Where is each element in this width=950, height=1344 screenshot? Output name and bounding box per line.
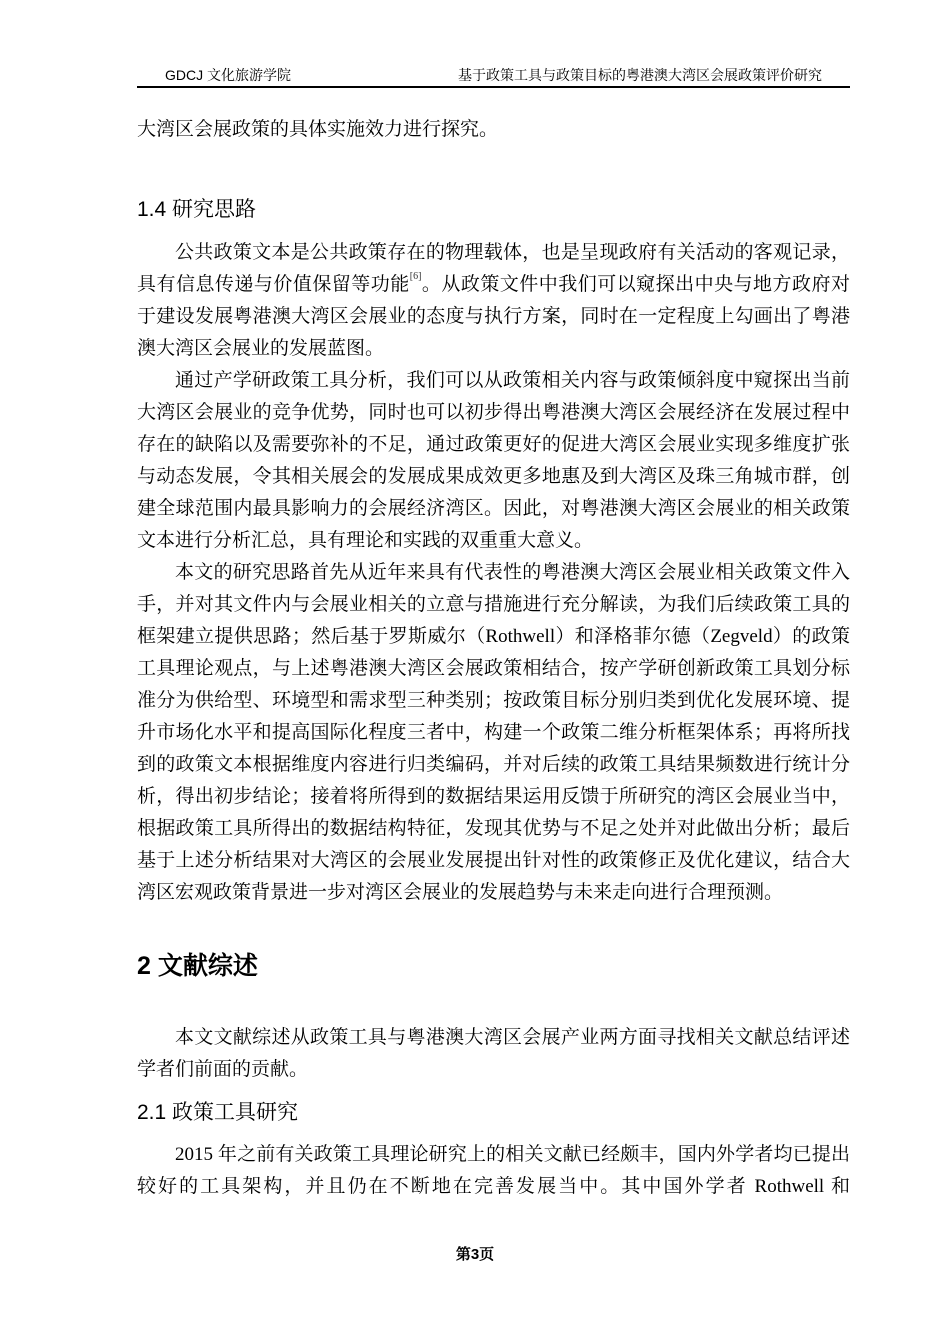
paragraph-line: 工具理论观点，与上述粤港澳大湾区会展政策相结合，按产学研创新政策工具划分标 (137, 658, 850, 679)
paragraph-line: 升市场化水平和提高国际化程度三者中，构建一个政策二维分析框架体系；再将所找 (137, 722, 850, 743)
section-heading-2-1: 2.1 政策工具研究 (137, 1101, 299, 1124)
paragraph-line: 通过产学研政策工具分析，我们可以从政策相关内容与政策倾斜度中窥探出当前 (175, 370, 850, 391)
paragraph-line: 于建设发展粤港澳大湾区会展业的态度与执行方案，同时在一定程度上勾画出了粤港 (137, 306, 850, 327)
header-right-title: 基于政策工具与政策目标的粤港澳大湾区会展政策评价研究 (458, 67, 822, 83)
paragraph-line: 框架建立提供思路；然后基于罗斯威尔（Rothwell）和泽格菲尔德（Zegveld）的政策 (137, 626, 850, 647)
paragraph-line: 澳大湾区会展业的发展蓝图。 (137, 338, 385, 359)
section-1-4-paragraphs (137, 237, 850, 909)
paragraph-line: 湾区宏观政策背景进一步对湾区会展业的发展趋势与未来走向进行合理预测。 (137, 882, 784, 903)
paragraph-line: 根据政策工具所得出的数据结构特征，发现其优势与不足之处并对此做出分析；最后 (137, 818, 850, 839)
carryover-text-line: 大湾区会展政策的具体实施效力进行探究。 (137, 119, 499, 140)
header-left-institution: GDCJ 文化旅游学院 (165, 67, 291, 83)
line-segment: 具有信息传递与价值保留等功能 (137, 274, 410, 295)
paragraph-line (137, 269, 850, 301)
header-rule (137, 86, 850, 88)
paragraph-line: 存在的缺陷以及需要弥补的不足，通过政策更好的促进大湾区会展业实现多维度扩张 (137, 434, 850, 455)
paragraph-line: 公共政策文本是公共政策存在的物理载体，也是呈现政府有关活动的客观记录， (175, 242, 850, 263)
section-2-paragraphs (137, 1022, 850, 1086)
section-heading-2: 2 文献综述 (137, 952, 258, 980)
line-segment: 。从政策文件中我们可以窥探出中央与地方政府对 (421, 274, 850, 295)
paragraph-line: 析，得出初步结论；接着将所得到的数据结果运用反馈于所研究的湾区会展业当中， (137, 786, 850, 807)
paragraph-line: 到的政策文本根据维度内容进行归类编码，并对后续的政策工具结果频数进行统计分 (137, 754, 850, 775)
section-heading-1-4: 1.4 研究思路 (137, 198, 257, 221)
paragraph-line: 本文文献综述从政策工具与粤港澳大湾区会展产业两方面寻找相关文献总结评述 (175, 1027, 850, 1048)
section-2-1-paragraphs (137, 1139, 850, 1203)
paragraph-line: 基于上述分析结果对大湾区的会展业发展提出针对性的政策修正及优化建议，结合大 (137, 850, 850, 871)
paragraph-line: 建全球范围内最具影响力的会展经济湾区。因此，对粤港澳大湾区会展业的相关政策 (137, 498, 850, 519)
paragraph-line: 与动态发展，令其相关展会的发展成果成效更多地惠及到大湾区及珠三角城市群，创 (137, 466, 850, 487)
paragraph-line: 手，并对其文件内与会展业相关的立意与措施进行充分解读，为我们后续政策工具的 (137, 594, 850, 615)
paragraph-line: 文本进行分析汇总，具有理论和实践的双重重大意义。 (137, 530, 594, 551)
body-text (137, 114, 850, 1203)
paragraph-line: 2015 年之前有关政策工具理论研究上的相关文献已经颇丰，国内外学者均已提出 (175, 1144, 850, 1165)
citation-marker[interactable]: [6] (409, 271, 422, 282)
paragraph-line: 准分为供给型、环境型和需求型三种类别；按政策目标分别归类到优化发展环境、提 (137, 690, 850, 711)
paragraph-line: 较好的工具架构，并且仍在不断地在完善发展当中。其中国外学者 Rothwell 和 (137, 1176, 850, 1197)
paragraph-line: 大湾区会展业的竞争优势，同时也可以初步得出粤港澳大湾区会展经济在发展过程中 (137, 402, 850, 423)
paragraph-line: 学者们前面的贡献。 (137, 1059, 309, 1080)
page-number: 第3页 (455, 1246, 495, 1263)
paragraph-line: 本文的研究思路首先从近年来具有代表性的粤港澳大湾区会展业相关政策文件入 (175, 562, 850, 583)
